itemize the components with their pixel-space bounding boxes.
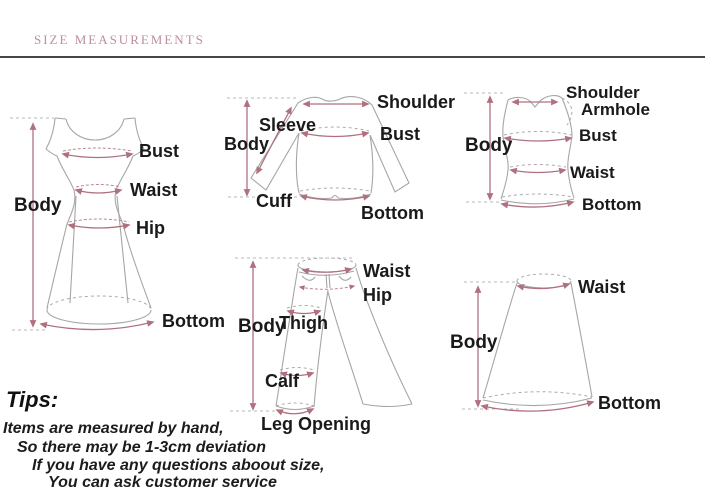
vest-shoulder-label: Shoulder [566, 83, 640, 102]
pants-leg-opening-label: Leg Opening [261, 414, 371, 434]
top-body-label: Body [224, 134, 269, 154]
top-bottom-label: Bottom [361, 203, 424, 223]
skirt-body-label: Body [450, 332, 498, 353]
tips-heading: Tips: [6, 387, 59, 412]
dress-body-label: Body [14, 195, 62, 216]
vest-waist-label: Waist [570, 163, 615, 182]
vest-bust-label: Bust [579, 126, 617, 145]
tips-line-1: Items are measured by hand, [3, 420, 224, 437]
skirt-bottom-label: Bottom [598, 393, 661, 413]
page-title: SIZE MEASUREMENTS [34, 32, 205, 47]
pants-waist-label: Waist [363, 261, 411, 281]
pants-hip-label: Hip [363, 285, 392, 305]
vest-bottom-label: Bottom [582, 195, 642, 214]
top-bust-label: Bust [380, 124, 420, 144]
vest-body-label: Body [465, 135, 513, 156]
tips-line-2: So there may be 1-3cm deviation [17, 439, 266, 456]
skirt-waist-label: Waist [578, 277, 626, 297]
dress-hip-label: Hip [136, 218, 165, 238]
dress-waist-label: Waist [130, 180, 178, 200]
top-shoulder-label: Shoulder [377, 92, 456, 112]
tips-line-4: You can ask customer service [48, 474, 277, 489]
dress-bottom-label: Bottom [162, 311, 225, 331]
pants-body-label: Body [238, 316, 286, 337]
pants-thigh-label: Thigh [279, 313, 328, 333]
pants-calf-label: Calf [265, 371, 300, 391]
top-cuff-label: Cuff [256, 191, 292, 211]
tips-line-3: If you have any questions aboout size, [32, 457, 325, 474]
top-sleeve-label: Sleeve [259, 115, 317, 135]
dress-diagram [10, 118, 153, 330]
vest-armhole-label: Armhole [581, 100, 650, 119]
dress-bust-label: Bust [139, 141, 179, 161]
